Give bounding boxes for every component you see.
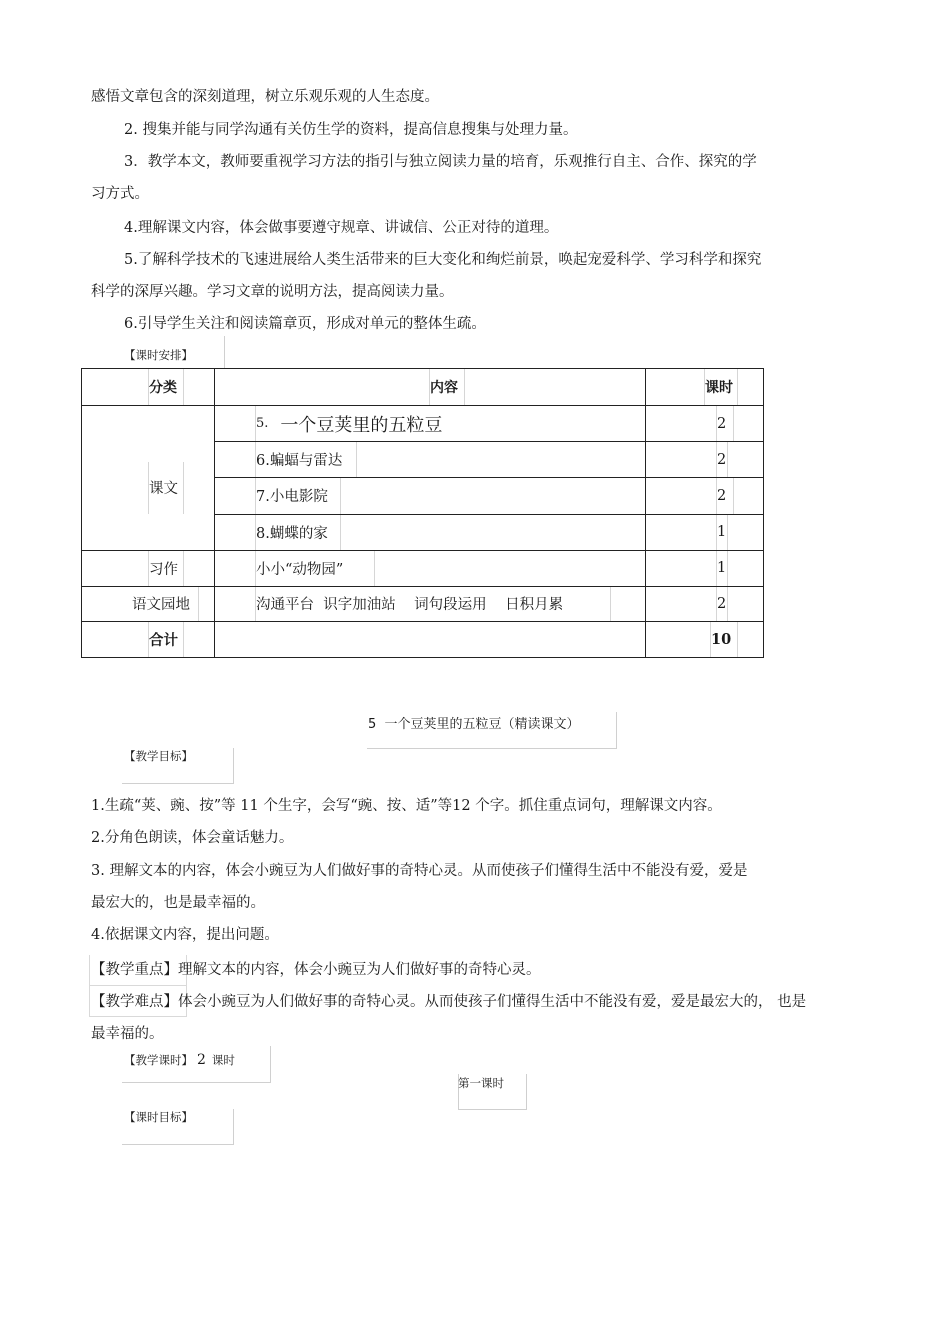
- schedule-tag: 【课时安排】: [124, 348, 193, 362]
- diff-tag: 【教学难点】: [91, 994, 178, 1010]
- header-category: 分类: [82, 369, 215, 406]
- goal-3: 3. 理解文本的内容，体会小豌豆为人们做好事的奇特心灵。从而使孩子们懂得生活中不能没有爱，爱是: [91, 863, 748, 879]
- header-content: 内容: [215, 369, 646, 406]
- total-content-cell: [215, 621, 646, 657]
- lesson-title: 5 一个豆荚里的五粒豆（精读课文）: [368, 717, 580, 732]
- key-point: [91, 960, 541, 980]
- content-cell: 6.蝙蝠与雷达: [215, 442, 646, 478]
- goal-1: 1.生疏“荚、豌、按”等 11 个生字，会写“豌、按、适”等12 个字。抓住重点词句，理解课文内容。: [91, 798, 722, 814]
- hours-cell: 1: [646, 514, 764, 550]
- content-cell: 8.蝴蝶的家: [215, 514, 646, 550]
- intro-item-4: 4.理解课文内容，体会做事要遵守规章、讲诚信、公正对待的道理。: [124, 220, 559, 236]
- content-cell: 7.小电影院: [215, 478, 646, 514]
- hours-cell: 2: [646, 442, 764, 478]
- period-goals-tag: 【课时目标】: [124, 1110, 193, 1124]
- table-row: [82, 586, 764, 621]
- total-label-cell: 合计: [82, 621, 215, 657]
- diff-text: 体会小豌豆为人们做好事的奇特心灵。从而使孩子们懂得生活中不能没有爱，爱是最宏大的， 也是: [178, 994, 807, 1010]
- table-row: [82, 550, 764, 586]
- category-cell-garden: 语文园地: [82, 586, 215, 621]
- content-cell: 小小“动物园”: [215, 550, 646, 586]
- category-cell-lessons: 课文: [82, 406, 215, 551]
- hours-cell: 1: [646, 550, 764, 586]
- goal-4: 4.依据课文内容，提出问题。: [91, 927, 279, 943]
- difficult-point: [91, 992, 806, 1012]
- intro-item-3: 3．教学本文，教师要重视学习方法的指引与独立阅读力量的培育，乐观推行自主、合作、探究的学: [124, 154, 757, 170]
- content-cell: 沟通平台 识字加油站 词句段运用 日积月累: [215, 586, 646, 621]
- difficult-point-cont: 最幸福的。: [91, 1026, 164, 1042]
- period-title: 第一课时: [458, 1076, 504, 1090]
- intro-line: 感悟文章包含的深刻道理，树立乐观乐观的人生态度。: [91, 89, 439, 105]
- intro-item-2: 2. 搜集并能与同学沟通有关仿生学的资料，提高信息搜集与处理力量。: [124, 122, 578, 138]
- table-header-row: [82, 369, 764, 406]
- teaching-hours: 【教学课时】 2 课时: [124, 1052, 235, 1068]
- hours-cell: 2: [646, 478, 764, 514]
- intro-item-5-cont: 科学的深厚兴趣。学习文章的说明方法，提高阅读力量。: [91, 284, 454, 300]
- goal-2: 2.分角色朗读，体会童话魅力。: [91, 830, 294, 846]
- header-hours: 课时: [646, 369, 764, 406]
- table-row: [82, 406, 764, 442]
- category-cell-writing: 习作: [82, 550, 215, 586]
- total-hours-cell: 10: [646, 621, 764, 657]
- goal-3-cont: 最宏大的，也是最幸福的。: [91, 895, 265, 911]
- hours-cell: 2: [646, 586, 764, 621]
- schedule-table: [81, 368, 764, 658]
- content-cell: 5. 一个豆荚里的五粒豆: [215, 406, 646, 442]
- key-tag: 【教学重点】: [91, 962, 178, 978]
- goals-tag: 【教学目标】: [124, 749, 193, 763]
- hours-cell: 2: [646, 406, 764, 442]
- key-text: 理解文本的内容，体会小豌豆为人们做好事的奇特心灵。: [178, 962, 541, 978]
- table-total-row: [82, 621, 764, 657]
- intro-item-6: 6.引导学生关注和阅读篇章页，形成对单元的整体生疏。: [124, 316, 486, 332]
- intro-item-3-cont: 习方式。: [91, 186, 149, 202]
- intro-item-5: 5.了解科学技术的飞速进展给人类生活带来的巨大变化和绚烂前景，唤起宠爱科学、学习科学和探究: [124, 252, 762, 268]
